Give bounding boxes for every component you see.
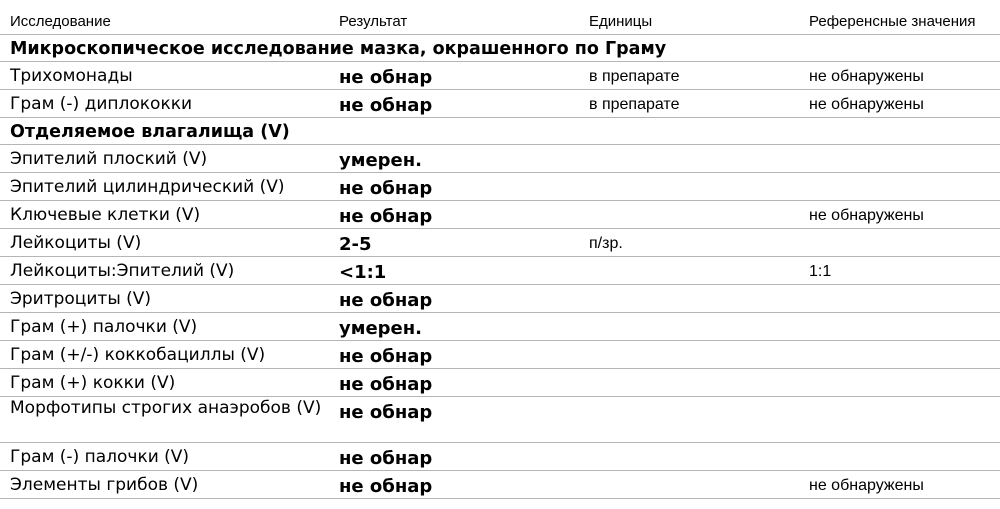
table-row: [0, 90, 1000, 118]
test-name-cell: Грам (+) кокки (V): [10, 373, 176, 393]
test-name-cell: Эпителий цилиндрический (V): [10, 177, 285, 197]
table-row: [0, 285, 1000, 313]
table-row: [0, 471, 1000, 499]
header-result: Результат: [339, 13, 408, 30]
test-name-cell: Морфотипы строгих анаэробов (V): [10, 398, 322, 418]
test-name-cell: Грам (+) палочки (V): [10, 317, 198, 337]
reference-cell: не обнаружены: [809, 477, 924, 494]
result-cell: не обнар: [339, 476, 433, 497]
test-name-cell: Трихомонады: [10, 66, 133, 86]
result-cell: не обнар: [339, 374, 433, 395]
test-name-cell: Элементы грибов (V): [10, 475, 199, 495]
units-cell: в препарате: [589, 96, 680, 113]
table-header: [0, 0, 1000, 35]
test-name-cell: Эпителий плоский (V): [10, 149, 208, 169]
test-name-cell: Лейкоциты:Эпителий (V): [10, 261, 235, 281]
result-cell: не обнар: [339, 448, 433, 469]
result-cell: умерен.: [339, 150, 423, 171]
reference-cell: не обнаружены: [809, 207, 924, 224]
units-cell: в препарате: [589, 68, 680, 85]
result-cell: умерен.: [339, 318, 423, 339]
result-cell: не обнар: [339, 290, 433, 311]
table-row: [0, 201, 1000, 229]
header-units: Единицы: [589, 13, 653, 30]
test-name-cell: Лейкоциты (V): [10, 233, 142, 253]
result-cell: <1:1: [339, 262, 387, 283]
section-header: [0, 118, 1000, 145]
section-header: [0, 35, 1000, 62]
reference-cell: не обнаружены: [809, 96, 924, 113]
test-name-cell: Грам (+/-) коккобациллы (V): [10, 345, 266, 365]
header-reference: Референсные значения: [809, 13, 976, 30]
result-cell: не обнар: [339, 95, 433, 116]
table-row: [0, 62, 1000, 90]
reference-cell: не обнаружены: [809, 68, 924, 85]
table-row: [0, 369, 1000, 397]
test-name-cell: Грам (-) диплококки: [10, 94, 193, 114]
section-title: Микроскопическое исследование мазка, окрашенного по Граму: [10, 39, 667, 59]
result-cell: не обнар: [339, 206, 433, 227]
result-cell: не обнар: [339, 402, 433, 423]
table-row: [0, 173, 1000, 201]
test-name-cell: Грам (-) палочки (V): [10, 447, 190, 467]
section-title: Отделяемое влагалища (V): [10, 122, 290, 142]
header-test: Исследование: [10, 13, 111, 30]
table-row: [0, 313, 1000, 341]
result-cell: не обнар: [339, 346, 433, 367]
table-row: [0, 145, 1000, 173]
result-cell: 2-5: [339, 234, 372, 255]
units-cell: п/зр.: [589, 235, 623, 252]
table-body: [0, 35, 1000, 499]
test-name-cell: Ключевые клетки (V): [10, 205, 201, 225]
table-row: [0, 397, 1000, 443]
table-row: [0, 341, 1000, 369]
reference-cell: 1:1: [809, 263, 832, 280]
result-cell: не обнар: [339, 67, 433, 88]
result-cell: не обнар: [339, 178, 433, 199]
table-row: [0, 229, 1000, 257]
table-row: [0, 443, 1000, 471]
test-name-cell: Эритроциты (V): [10, 289, 152, 309]
table-row: [0, 257, 1000, 285]
